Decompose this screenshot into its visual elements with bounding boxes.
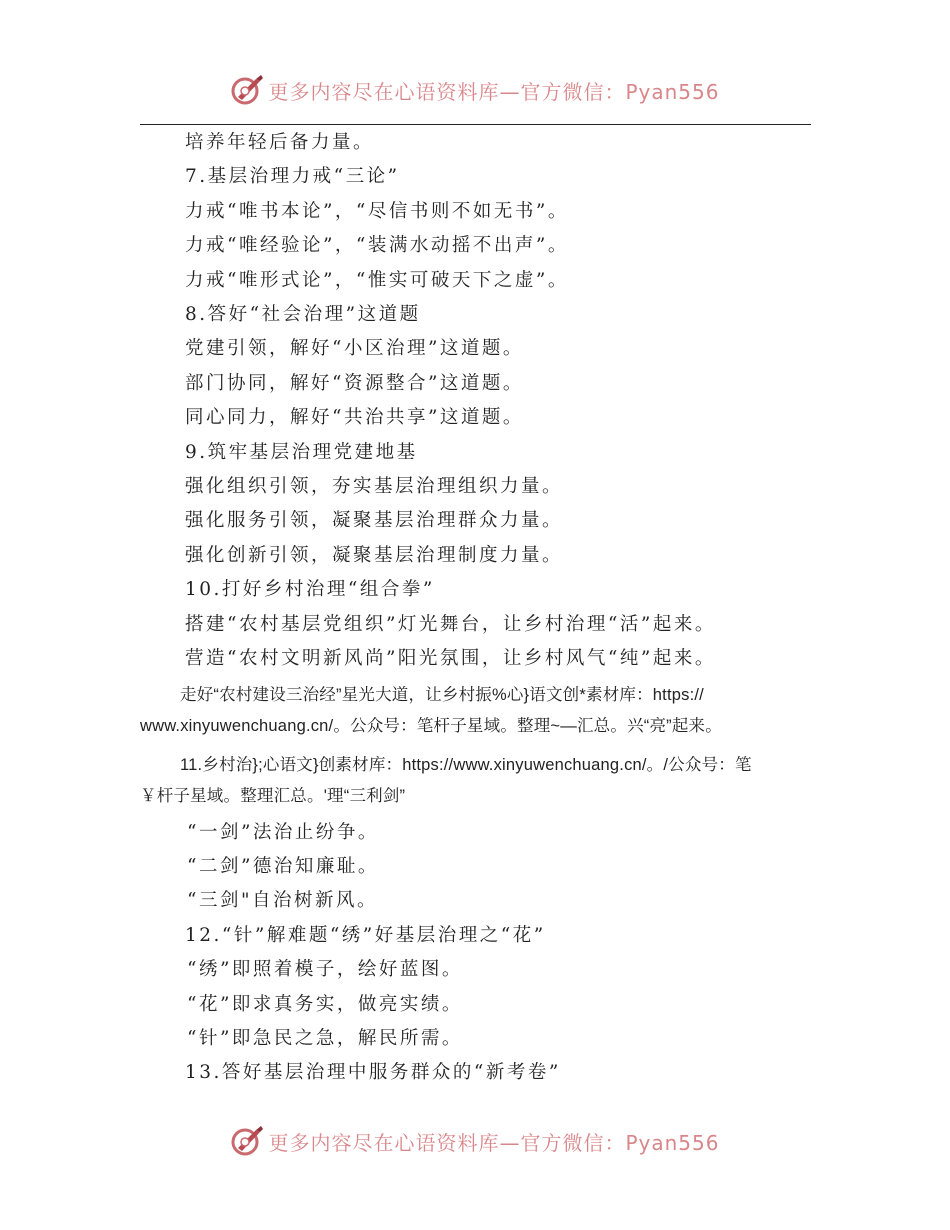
body-line: 强化创新引领，凝聚基层治理制度力量。 (185, 544, 564, 566)
body-line: 力戒“唯形式论”，“惟实可破天下之虚”。 (185, 269, 569, 291)
header-divider (140, 124, 811, 125)
body-line: 力戒“唯经验论”，“装满水动摇不出声”。 (185, 235, 569, 257)
watermark-paragraph-line: 11.乡村治};心语文}创素材库：https://www.xinyuwenchuang.cn/。/公众号：笔 (180, 755, 752, 774)
body-line: “花”即求真务实，做亮实绩。 (187, 993, 463, 1015)
body-line: 党建引领，解好“小区治理”这道题。 (185, 338, 524, 360)
body-line: “二剑”德治知廉耻。 (187, 855, 379, 877)
pen-logo-icon (230, 1124, 264, 1158)
watermark-paragraph-line: ￥杆子星域。整理汇总。'理“三利剑” (140, 786, 406, 805)
watermark-paragraph-line: 走好“农村建设三治经”星光大道，让乡村振%心}语文创*素材库：https:// (180, 685, 704, 704)
header-banner-text: 更多内容尽在心语资料库—官方微信：Pyan556 (268, 79, 720, 104)
body-line: 强化组织引领，夯实基层治理组织力量。 (185, 476, 564, 498)
watermark-paragraph-line: www.xinyuwenchuang.cn/。公众号：笔杆子星域。整理~—汇总。兴“亮”起来。 (140, 716, 722, 735)
body-line: 强化服务引领，凝聚基层治理群众力量。 (185, 510, 564, 532)
body-line: 力戒“唯书本论”，“尽信书则不如无书”。 (185, 200, 569, 222)
section-heading: 12.“针”解难题“绣”好基层治理之“花” (185, 924, 546, 946)
header-banner (0, 70, 950, 110)
body-line: “绣”即照着模子，绘好蓝图。 (187, 959, 463, 981)
section-heading: 9.筑牢基层治理党建地基 (185, 441, 418, 463)
body-line: 培养年轻后备力量。 (185, 132, 375, 153)
body-line: “一剑”法治止纷争。 (187, 821, 379, 843)
section-heading: 10.打好乡村治理“组合拳” (185, 579, 435, 601)
body-line: 营造“农村文明新风尚”阳光氛围，让乡村风气“纯”起来。 (185, 648, 716, 670)
section-heading: 8.答好“社会治理”这道题 (185, 304, 421, 326)
body-line: “针”即急民之急，解民所需。 (187, 1027, 463, 1049)
body-line: “三剑"自治树新风。 (187, 890, 378, 912)
footer-banner-text: 更多内容尽在心语资料库—官方微信：Pyan556 (268, 1130, 720, 1155)
pen-logo-icon (230, 73, 264, 107)
section-heading: 13.答好基层治理中服务群众的“新考卷” (185, 1062, 561, 1084)
body-line: 搭建“农村基层党组织”灯光舞台，让乡村治理“活”起来。 (185, 613, 716, 635)
body-line: 同心同力，解好“共治共享”这道题。 (185, 407, 524, 429)
document-body (140, 126, 812, 1091)
body-line: 部门协同，解好“资源整合”这道题。 (185, 372, 524, 394)
section-heading: 7.基层治理力戒“三论” (185, 166, 400, 188)
footer-banner (0, 1121, 950, 1161)
